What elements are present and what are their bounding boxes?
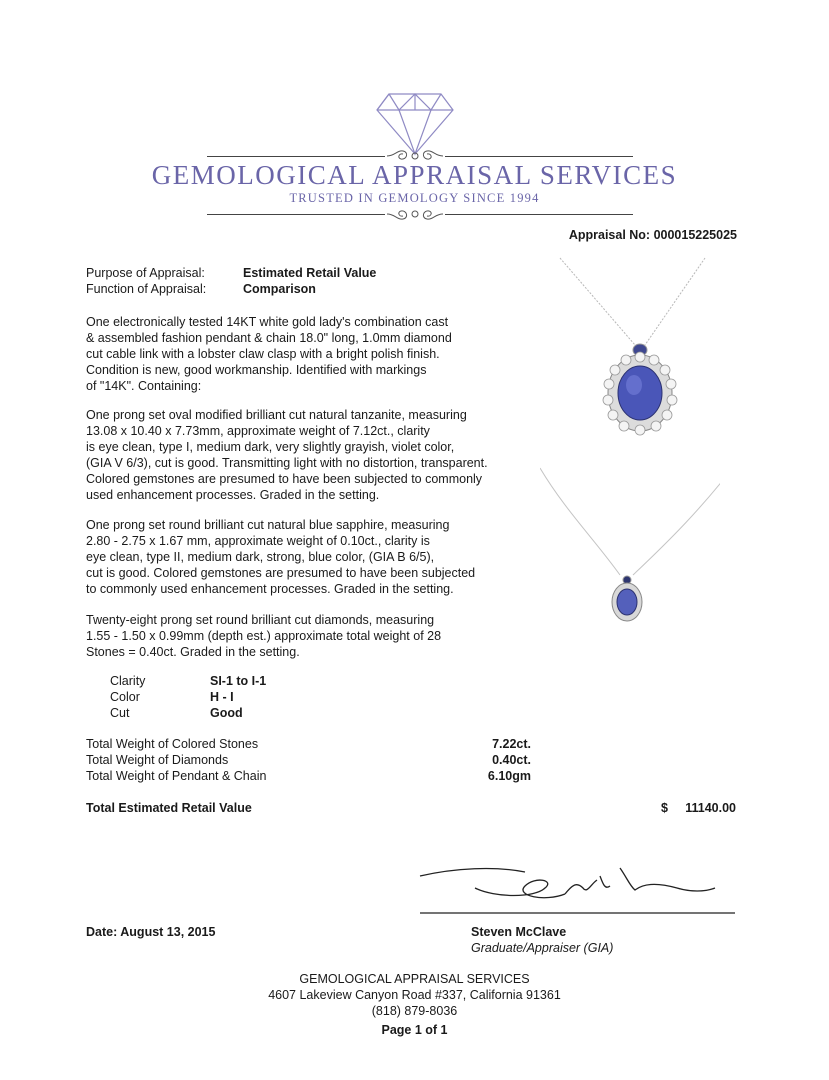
company-logo-title: GEMOLOGICAL APPRAISAL SERVICES	[151, 160, 678, 190]
signature-icon	[415, 858, 740, 920]
appraiser-name: Steven McClave	[471, 925, 567, 939]
text-line: 2.80 - 2.75 x 1.67 mm, approximate weight of 0.10ct., clarity is	[86, 534, 430, 548]
appraisal-date: Date: August 13, 2015	[86, 925, 216, 939]
footer-company: GEMOLOGICAL APPRAISAL SERVICES	[299, 972, 530, 986]
flourish-bottom-icon	[385, 206, 445, 222]
text-line: is eye clean, type I, medium dark, very slightly grayish, violet color,	[86, 440, 455, 454]
function-value: Comparison	[243, 282, 316, 296]
pendant-photo	[540, 250, 720, 650]
footer-address: 4607 Lakeview Canyon Road #337, California 91361	[268, 988, 561, 1002]
grading-clarity-label: Clarity	[110, 674, 146, 688]
text-line: Twenty-eight prong set round brilliant cut diamonds, measuring	[86, 613, 435, 627]
header-rule-left	[207, 156, 385, 157]
diamond-logo-icon	[375, 92, 455, 156]
total-colored-value: 7.22ct.	[492, 737, 531, 751]
text-line: used enhancement processes. Graded in the setting.	[86, 488, 380, 502]
diamonds-paragraph	[86, 612, 526, 660]
grading-clarity-value: SI-1 to I-1	[210, 674, 267, 688]
text-line: Condition is new, good workmanship. Identified with markings	[86, 363, 427, 377]
total-diamonds-value: 0.40ct.	[492, 753, 531, 767]
text-line: One prong set round brilliant cut natural blue sapphire, measuring	[86, 518, 450, 532]
total-diamonds-label: Total Weight of Diamonds	[86, 753, 229, 767]
company-tagline: TRUSTED IN GEMOLOGY SINCE 1994	[289, 191, 540, 205]
total-colored-label: Total Weight of Colored Stones	[86, 737, 259, 751]
total-pendant-value: 6.10gm	[487, 769, 531, 783]
text-line: One electronically tested 14KT white gold lady's combination cast	[86, 315, 449, 329]
grading-cut-value: Good	[210, 706, 243, 720]
function-label: Function of Appraisal:	[86, 282, 207, 296]
header-rule-left-bottom	[207, 214, 385, 215]
total-pendant-label: Total Weight of Pendant & Chain	[86, 769, 267, 783]
text-line: & assembled fashion pendant & chain 18.0" long, 1.0mm diamond	[86, 331, 452, 345]
grading-cut-label: Cut	[110, 706, 130, 720]
text-line: cut cable link with a lobster claw clasp with a bright polish finish.	[86, 347, 440, 361]
purpose-value: Estimated Retail Value	[243, 266, 377, 280]
tanzanite-paragraph	[86, 407, 531, 503]
page-number: Page 1 of 1	[381, 1023, 448, 1037]
purpose-label: Purpose of Appraisal:	[86, 266, 205, 280]
total-value-label: Total Estimated Retail Value	[86, 801, 252, 815]
total-value-currency: $	[661, 801, 668, 815]
text-line: Colored gemstones are presumed to have been subjected to commonly	[86, 472, 483, 486]
text-line: One prong set oval modified brilliant cut natural tanzanite, measuring	[86, 408, 467, 422]
header-rule-right-bottom	[445, 214, 633, 215]
grading-color-value: H - I	[210, 690, 234, 704]
footer-phone: (818) 879-8036	[371, 1004, 458, 1018]
text-line: to commonly used enhancement processes. Graded in the setting.	[86, 582, 454, 596]
appraisal-number: Appraisal No: 000015225025	[568, 228, 737, 242]
sapphire-paragraph	[86, 517, 526, 597]
text-line: Stones = 0.40ct. Graded in the setting.	[86, 645, 300, 659]
total-value-amount: 11140.00	[685, 801, 736, 815]
text-line: eye clean, type II, medium dark, strong, blue color, (GIA B 6/5),	[86, 550, 435, 564]
text-line: 1.55 - 1.50 x 0.99mm (depth est.) approximate total weight of 28	[86, 629, 442, 643]
header-rule-right	[445, 156, 633, 157]
text-line: of "14K". Containing:	[86, 379, 202, 393]
appraiser-title: Graduate/Appraiser (GIA)	[471, 941, 614, 955]
grading-color-label: Color	[110, 690, 140, 704]
description-paragraph	[86, 314, 526, 394]
text-line: cut is good. Colored gemstones are presumed to have been subjected	[86, 566, 476, 580]
text-line: 13.08 x 10.40 x 7.73mm, approximate weight of 7.12ct., clarity	[86, 424, 430, 438]
text-line: (GIA V 6/3), cut is good. Transmitting light with no distortion, transparent.	[86, 456, 488, 470]
